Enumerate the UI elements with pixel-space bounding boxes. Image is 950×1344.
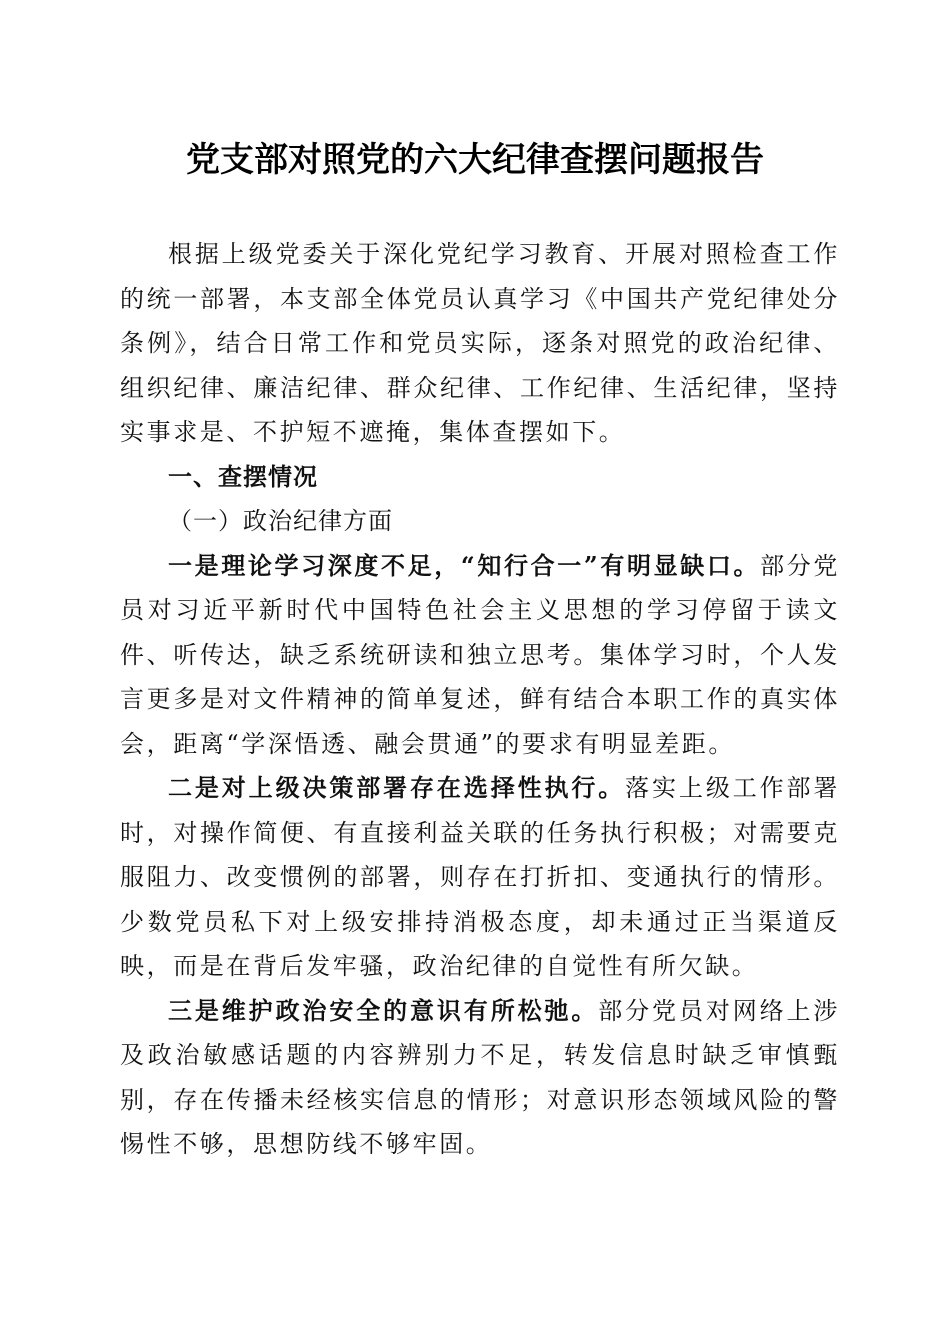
item-paragraph-3 — [120, 989, 840, 1167]
item-lead-1: 一是理论学习深度不足，“知行合一”有明显缺口。 — [168, 550, 761, 580]
item-paragraph-1 — [120, 544, 840, 767]
item-lead-3: 三是维护政治安全的意识有所松弛。 — [168, 995, 599, 1025]
section-heading-1: 一、查摆情况 — [168, 462, 318, 491]
item-text-2: 落实上级工作部署时，对操作简便、有直接利益关联的任务执行积极；对需要克服阻力、改变惯例的部署，则存在打折扣、变通执行的情形。少数党员私下对上级安排持消极态度，却未通过正当渠道反映，而是在背后发牢骚，政治纪律的自觉性有所欠缺。 — [120, 774, 840, 980]
item-text-1: 部分党员对习近平新时代中国特色社会主义思想的学习停留于读文件、听传达，缺乏系统研读和独立思考。集体学习时，个人发言更多是对文件精神的简单复述，鲜有结合本职工作的真实体会，距离“学深悟透、融会贯通”的要求有明显差距。 — [120, 551, 840, 758]
subsection-heading-political: （一）政治纪律方面 — [168, 507, 393, 535]
document-title: 党支部对照党的六大纪律查摆问题报告 — [186, 140, 764, 180]
intro-paragraph: 根据上级党委关于深化党纪学习教育、开展对照检查工作的统一部署，本支部全体党员认真学习《中国共产党纪律处分条例》，结合日常工作和党员实际，逐条对照党的政治纪律、组织纪律、廉洁纪律、群众纪律、工作纪律、生活纪律，坚持实事求是、不护短不遮掩，集体查摆如下。 — [120, 240, 840, 446]
item-paragraph-2 — [120, 766, 840, 989]
item-text-3: 部分党员对网络上涉及政治敏感话题的内容辨别力不足，转发信息时缺乏审慎甄别，存在传播未经核实信息的情形；对意识形态领域风险的警惕性不够，思想防线不够牢固。 — [120, 996, 840, 1158]
document-body — [120, 232, 840, 1167]
item-lead-2: 二是对上级决策部署存在选择性执行。 — [168, 773, 626, 802]
